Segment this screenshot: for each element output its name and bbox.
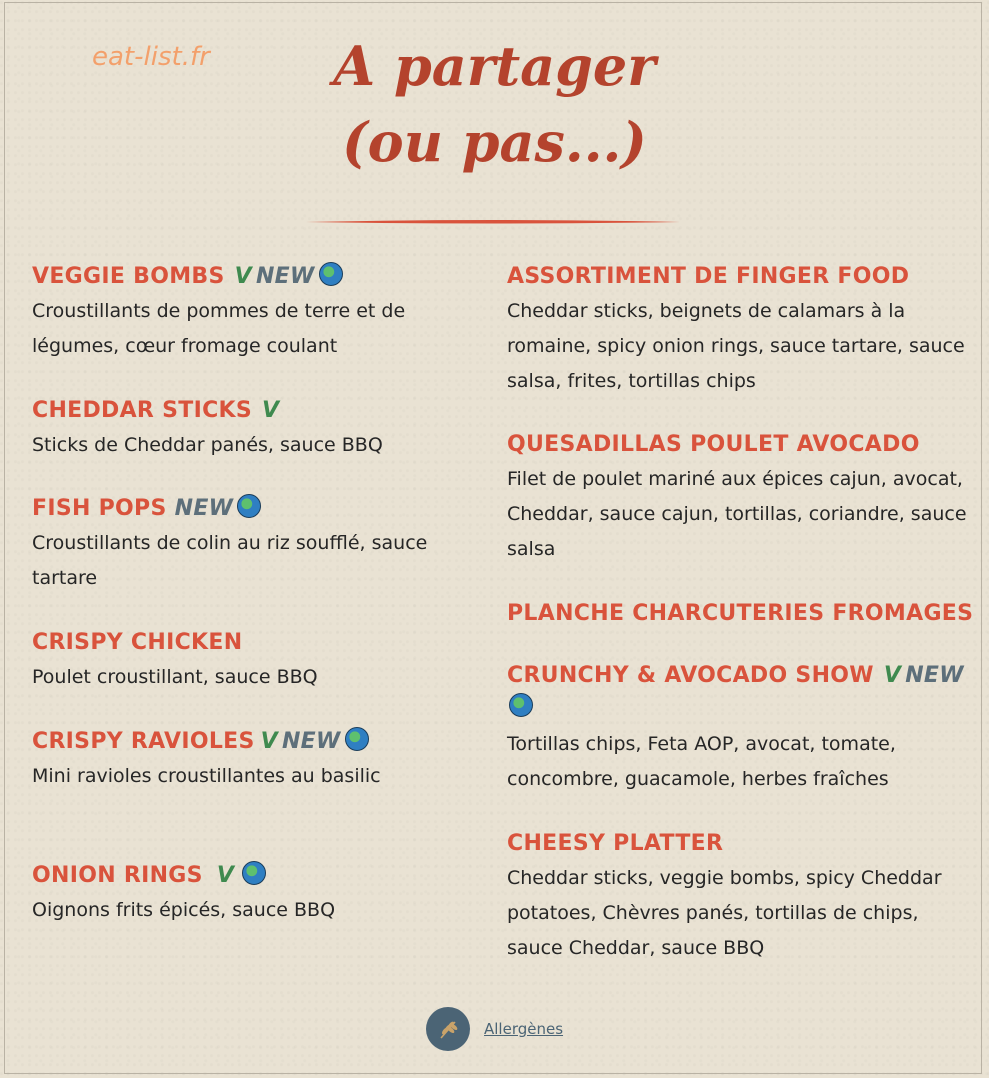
item-description: Cheddar sticks, beignets de calamars à la romaine, spicy onion rings, sauce tartare, sauce salsa, frites, tortillas chips bbox=[507, 300, 965, 392]
item-description: Sticks de Cheddar panés, sauce BBQ bbox=[32, 434, 383, 456]
veg-badge: V bbox=[234, 264, 252, 289]
item-title-row bbox=[32, 262, 482, 292]
allergens-footer bbox=[426, 1007, 563, 1051]
item-name: VEGGIE BOMBS bbox=[32, 264, 225, 289]
title-line-2: (ou pas...) bbox=[342, 110, 647, 174]
veg-badge: V bbox=[262, 398, 280, 423]
item-title-row bbox=[32, 727, 482, 757]
menu-item bbox=[507, 661, 967, 797]
item-name: QUESADILLAS POULET AVOCADO bbox=[507, 432, 920, 457]
new-badge: NEW bbox=[905, 663, 964, 688]
menu-item bbox=[507, 430, 967, 567]
watermark: eat-list.fr bbox=[92, 42, 210, 72]
item-name: PLANCHE CHARCUTERIES FROMAGES bbox=[507, 601, 974, 626]
item-name: CHEDDAR STICKS bbox=[32, 398, 253, 423]
item-name: FISH POPS bbox=[32, 496, 167, 521]
item-description: Oignons frits épicés, sauce BBQ bbox=[32, 899, 336, 921]
item-name: CHEESY PLATTER bbox=[507, 831, 724, 856]
menu-item bbox=[507, 829, 967, 966]
veg-badge: V bbox=[260, 729, 278, 754]
veg-badge: V bbox=[216, 863, 235, 888]
new-badge: NEW bbox=[281, 729, 341, 754]
allergens-link[interactable]: Allergènes bbox=[484, 1020, 564, 1038]
title-line-1: A partager bbox=[333, 34, 656, 98]
menu-item bbox=[32, 727, 482, 794]
page-title bbox=[0, 28, 989, 180]
item-title-row bbox=[32, 628, 482, 658]
item-title-row bbox=[32, 396, 482, 426]
globe-icon bbox=[345, 727, 369, 751]
menu-item bbox=[32, 494, 482, 596]
menu-item bbox=[507, 599, 974, 629]
globe-icon bbox=[242, 861, 266, 885]
item-description: Mini ravioles croustillantes au basilic bbox=[32, 765, 381, 787]
new-badge: NEW bbox=[255, 264, 315, 289]
item-description: Croustillants de pommes de terre et de légumes, cœur fromage coulant bbox=[32, 300, 406, 357]
menu-item bbox=[32, 396, 482, 463]
veg-badge: V bbox=[883, 663, 902, 688]
item-name: CRISPY CHICKEN bbox=[32, 630, 243, 655]
menu-item bbox=[32, 628, 482, 695]
item-name: CRUNCHY & AVOCADO SHOW bbox=[507, 663, 874, 688]
item-description: Poulet croustillant, sauce BBQ bbox=[32, 666, 318, 688]
item-description: Croustillants de colin au riz soufflé, sauce tartare bbox=[32, 532, 428, 589]
menu-item bbox=[32, 861, 482, 928]
title-underline bbox=[306, 218, 680, 225]
globe-row bbox=[507, 691, 967, 727]
menu-item bbox=[32, 262, 482, 364]
new-badge: NEW bbox=[174, 496, 234, 521]
menu-item bbox=[507, 262, 967, 399]
item-description: Filet de poulet mariné aux épices cajun, avocat, Cheddar, sauce cajun, tortillas, coriandre, sauce salsa bbox=[507, 468, 967, 560]
globe-icon bbox=[509, 693, 533, 717]
item-description: Cheddar sticks, veggie bombs, spicy Cheddar potatoes, Chèvres panés, tortillas de chips, sauce Cheddar, sauce BBQ bbox=[507, 867, 942, 959]
wheat-icon[interactable] bbox=[426, 1007, 470, 1051]
globe-icon bbox=[319, 262, 343, 286]
item-title-row bbox=[32, 861, 482, 891]
item-name: ASSORTIMENT DE FINGER FOOD bbox=[507, 264, 910, 289]
item-name: CRISPY RAVIOLES bbox=[32, 729, 255, 754]
globe-icon bbox=[237, 494, 261, 518]
item-description: Tortillas chips, Feta AOP, avocat, tomate, concombre, guacamole, herbes fraîches bbox=[507, 733, 896, 790]
item-name: ONION RINGS bbox=[32, 863, 203, 888]
item-title-row bbox=[32, 494, 482, 524]
item-title-row bbox=[507, 661, 967, 691]
